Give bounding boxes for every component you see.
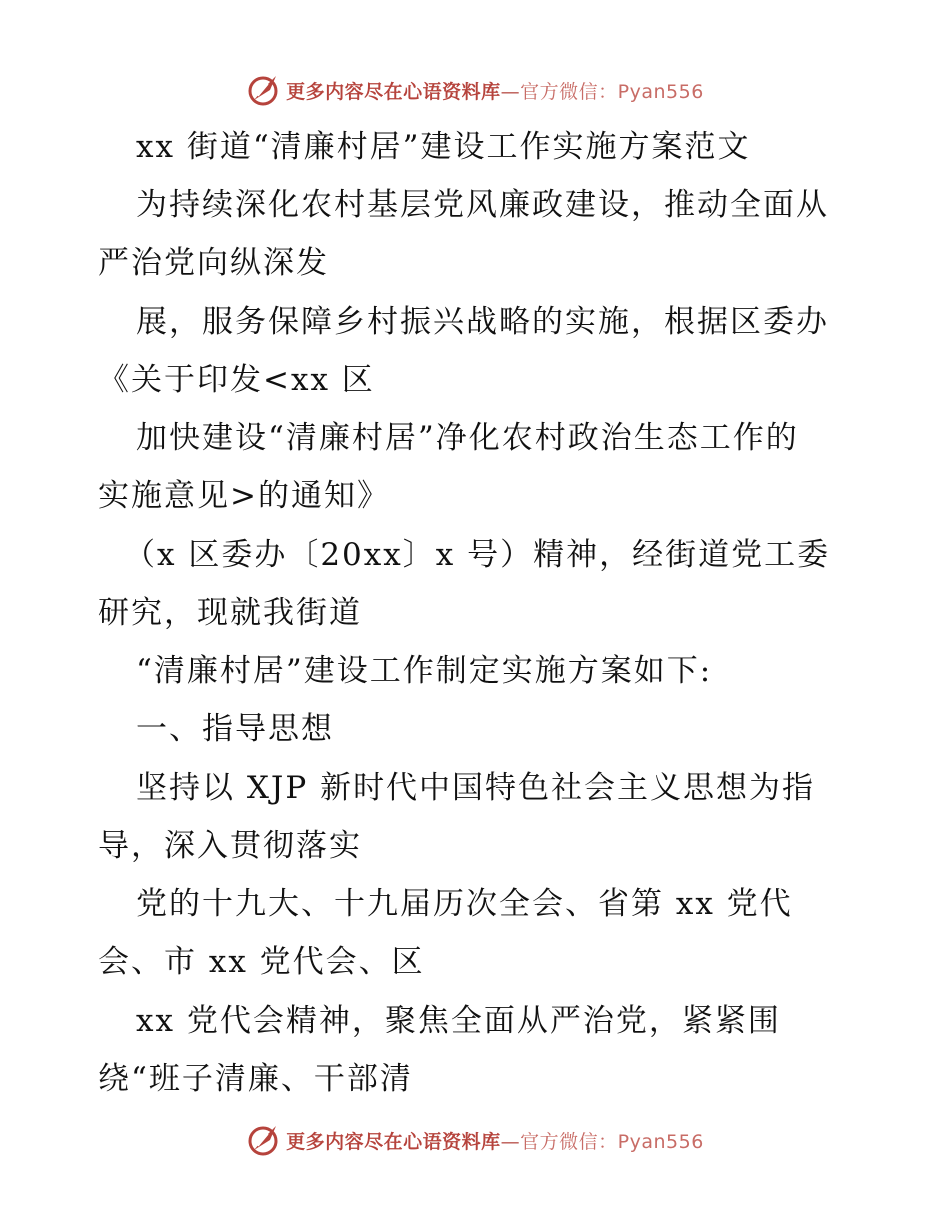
text-line: 绕“班子清廉、干部清: [98, 1061, 413, 1097]
watermark-banner-bottom: [0, 1120, 950, 1160]
section-heading: 一、指导思想: [136, 711, 334, 747]
text-line: 党的十九大、十九届历次全会、省第 xx 党代: [136, 886, 793, 922]
text-line: 坚持以 XJP 新时代中国特色社会主义思想为指: [136, 770, 816, 806]
watermark-wechat: 官方微信：Pyan556: [520, 80, 704, 103]
text-line: 严治党向纵深发: [98, 245, 329, 281]
watermark-separator: —: [500, 80, 521, 103]
text-line: 实施意见>的通知》: [98, 478, 390, 514]
text-line: 《关于印发<xx 区: [98, 362, 375, 398]
document-title: xx 街道“清廉村居”建设工作实施方案范文: [136, 129, 751, 165]
text-line: 为持续深化农村基层党风廉政建设，推动全面从: [136, 187, 829, 223]
watermark-text: [286, 1127, 704, 1154]
text-line: 加快建设“清廉村居”净化农村政治生态工作的: [136, 420, 799, 456]
watermark-wechat: 官方微信：Pyan556: [520, 1130, 704, 1153]
text-line: 会、市 xx 党代会、区: [98, 944, 425, 980]
watermark-brand: 更多内容尽在心语资料库: [286, 1130, 501, 1153]
watermark-brand: 更多内容尽在心语资料库: [286, 80, 501, 103]
text-line: 研究，现就我街道: [98, 595, 362, 631]
text-line: xx 党代会精神，聚焦全面从严治党，紧紧围: [136, 1003, 781, 1039]
text-line: 展，服务保障乡村振兴战略的实施，根据区委办: [136, 304, 829, 340]
watermark-separator: —: [500, 1130, 521, 1153]
text-line: “清廉村居”建设工作制定实施方案如下:: [136, 653, 713, 689]
quill-logo-icon: [246, 1122, 282, 1158]
text-line: （x 区委办〔20xx〕x 号）精神，经街道党工委: [124, 537, 831, 573]
text-line: 导，深入贯彻落实: [98, 828, 362, 864]
